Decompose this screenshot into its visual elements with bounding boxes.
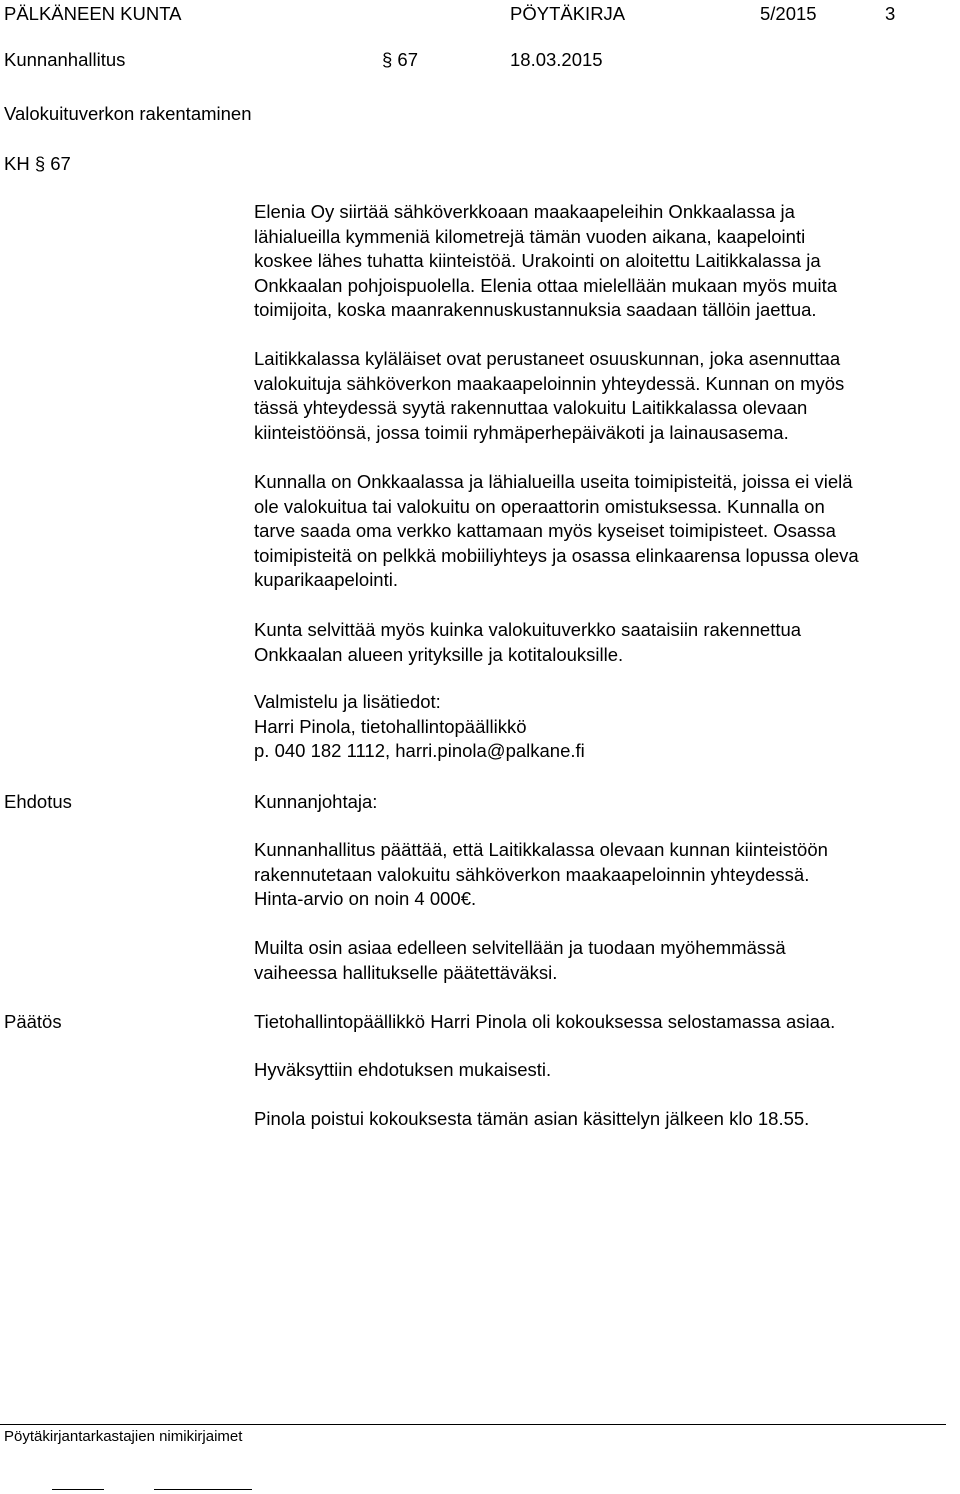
contact-details: p. 040 182 1112, harri.pinola@palkane.fi [254, 740, 585, 761]
text-line: Onkkaalan pohjoispuolella. Elenia ottaa mielellään mukaan myös muita [254, 274, 838, 296]
decision-line-left-meeting: Pinola poistui kokouksesta tämän asian käsittelyn jälkeen klo 18.55. [254, 1108, 810, 1129]
text-line: vaiheessa hallitukselle päätettäväksi. [254, 961, 558, 983]
paragraph-companies [254, 618, 934, 667]
signature-line-2 [154, 1489, 252, 1490]
proposal-text-continued [254, 936, 934, 985]
footer-divider [0, 1424, 946, 1425]
text-line: ole valokuitua tai valokuitu on operaattorin omistuksessa. Kunnalla on [254, 495, 825, 517]
signature-line-1 [52, 1489, 104, 1490]
text-line: koskee lähes tuhatta kiinteistöä. Urakointi on aloitettu Laitikkalassa ja [254, 250, 821, 271]
item-title: Valokuituverkon rakentaminen [4, 103, 252, 124]
text-line: Onkkaalan alueen yrityksille ja kotitalouksille. [254, 643, 624, 665]
text-line: Elenia Oy siirtää sähköverkkoaan maakaapeleihin Onkkaalassa ja [254, 201, 795, 222]
signatures-label: Pöytäkirjantarkastajien nimikirjaimet [4, 1428, 243, 1445]
text-line: Hinta-arvio on noin 4 000€. [254, 888, 477, 909]
proposer: Kunnanjohtaja: [254, 791, 378, 812]
text-line: lähialueilla kymmeniä kilometrejä tämän vuoden aikana, kaapelointi [254, 225, 806, 247]
contact-block [254, 690, 934, 764]
text-line: toimipisteitä on pelkkä mobiiliyhteys ja osassa elinkaarensa lopussa oleva [254, 544, 859, 566]
text-line: Muilta osin asiaa edelleen selvitellään ja tuodaan myöhemmässä [254, 937, 786, 958]
section-number: § 67 [382, 49, 419, 70]
decision-line-presenter: Tietohallintopäällikkö Harri Pinola oli kokouksessa selostamassa asiaa. [254, 1011, 836, 1032]
decision-line-approved: Hyväksyttiin ehdotuksen mukaisesti. [254, 1059, 552, 1080]
governing-body: Kunnanhallitus [4, 49, 126, 70]
document-type: PÖYTÄKIRJA [510, 3, 626, 24]
text-line: kiinteistöönsä, jossa toimii ryhmäperhepäiväkoti ja lainausasema. [254, 421, 789, 443]
text-line: tarve saada oma verkko kattamaan myös kyseiset toimipisteet. Osassa [254, 520, 836, 541]
paragraph-elenia [254, 200, 934, 323]
text-line: toimijoita, koska maanrakennuskustannuksia saadaan tällöin jaettua. [254, 299, 817, 320]
contact-heading: Valmistelu ja lisätiedot: [254, 691, 441, 712]
municipality-name: PÄLKÄNEEN KUNTA [4, 3, 182, 24]
text-line: Kunta selvittää myös kuinka valokuituverkko saataisiin rakennettua [254, 619, 802, 640]
text-line: kuparikaapelointi. [254, 569, 398, 590]
text-line: rakennutetaan valokuitu sähköverkon maakaapeloinnin yhteydessä. [254, 863, 810, 885]
item-reference: KH § 67 [4, 153, 71, 174]
paragraph-laitikkala [254, 347, 934, 445]
text-line: Kunnanhallitus päättää, että Laitikkalassa olevaan kunnan kiinteistöön [254, 839, 828, 860]
page-number: 3 [885, 3, 896, 24]
text-line: tässä yhteydessä syytä rakennuttaa valokuitu Laitikkalassa olevaan [254, 397, 808, 418]
text-line: Kunnalla on Onkkaalassa ja lähialueilla useita toimipisteitä, joissa ei vielä [254, 471, 853, 492]
text-line: valokuituja sähköverkon maakaapeloinnin yhteydessä. Kunnan on myös [254, 372, 845, 394]
text-line: Laitikkalassa kyläläiset ovat perustaneet osuuskunnan, joka asennuttaa [254, 348, 841, 369]
meeting-date: 18.03.2015 [510, 49, 603, 70]
proposal-label: Ehdotus [4, 791, 72, 812]
decision-label: Päätös [4, 1011, 62, 1032]
contact-name: Harri Pinola, tietohallintopäällikkö [254, 715, 527, 737]
paragraph-onkkaala [254, 470, 934, 593]
document-number: 5/2015 [760, 3, 817, 24]
proposal-text [254, 838, 934, 912]
